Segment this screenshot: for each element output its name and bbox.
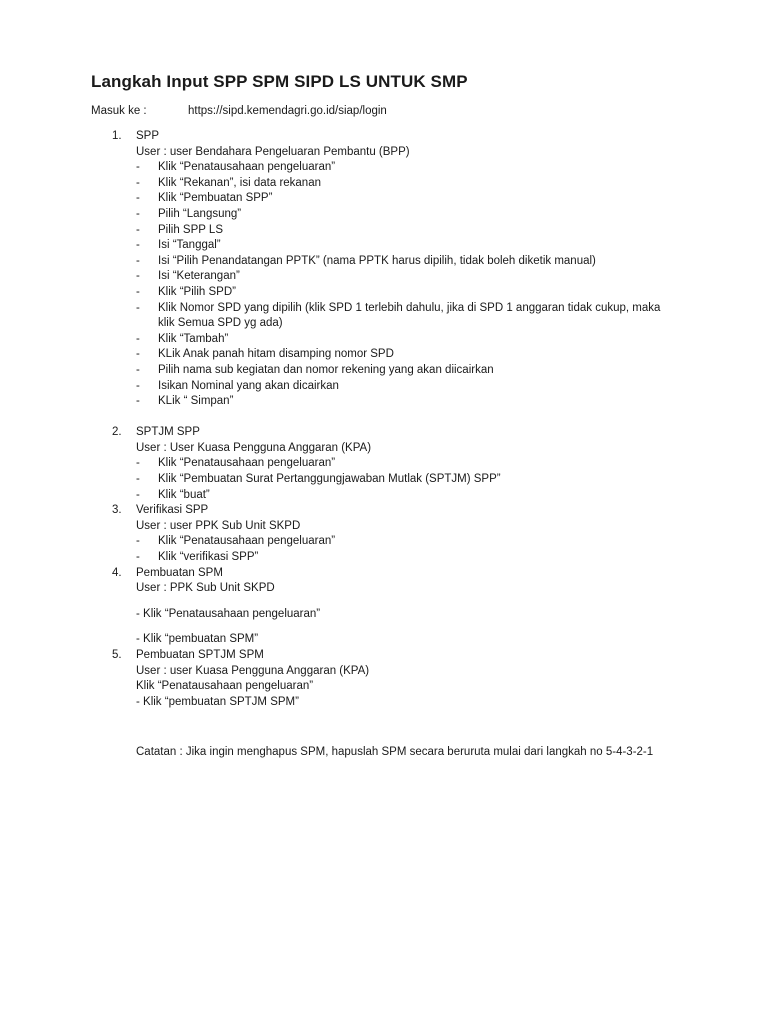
section-1 [91,129,701,410]
step-item: - Klik “Rekanan”, isi data rekanan [136,176,321,189]
section-3 [91,503,701,565]
section-title: Pembuatan SPM [136,566,223,579]
login-row [91,104,387,120]
spacer [91,410,701,426]
step-item: - Klik “verifikasi SPP” [136,551,259,564]
login-label: Masuk ke : [91,105,147,117]
step-item: - Klik “buat” [136,488,210,501]
section-user: User : User Kuasa Pengguna Anggaran (KPA) [136,441,372,454]
spacer [136,597,701,607]
step-item: - Pilih SPP LS [136,223,223,236]
step-line: Klik “Penatausahaan pengeluaran” [136,680,314,693]
step-item: - Isi “Keterangan” [136,270,240,283]
steps-list [91,129,701,710]
section-4 [91,566,701,648]
spacer [136,622,701,632]
step-item: - KLik Anak panah hitam disamping nomor SPD [136,348,394,361]
step-line: - Klik “Penatausahaan pengeluaran” [136,607,321,620]
step-item: - Isi “Pilih Penandatangan PPTK” (nama PPTK harus dipilih, tidak boleh diketik manual) [136,254,596,267]
step-item: - KLik “ Simpan” [136,395,234,408]
section-2 [91,425,701,503]
section-number: 1. [112,130,122,142]
note-text: Catatan : Jika ingin menghapus SPM, hapuslah SPM secara beruruta mulai dari langkah no 5-4-3-2-1 [136,746,654,758]
section-number: 2. [112,426,122,439]
section-title: SPP [136,130,160,142]
step-item: - Klik “Penatausahaan pengeluaran” [136,457,336,470]
section-title: Verifikasi SPP [136,504,209,517]
step-item: - Klik “Penatausahaan pengeluaran” [136,535,336,548]
step-line: - Klik “pembuatan SPTJM SPM” [136,695,299,708]
section-user: User : user Bendahara Pengeluaran Pembantu (BPP) [136,145,410,158]
step-item: - Isi “Tanggal” [136,239,221,252]
section-title: Pembuatan SPTJM SPM [136,649,264,661]
section-user: User : PPK Sub Unit SKPD [136,582,275,595]
section-number: 3. [112,504,122,517]
step-item: - Pilih nama sub kegiatan dan nomor rekening yang akan diicairkan [136,363,494,376]
section-5 [91,648,701,710]
step-line: - Klik “pembuatan SPM” [136,633,259,646]
step-item: - Klik “Tambah” [136,332,229,345]
section-user: User : user PPK Sub Unit SKPD [136,519,301,532]
step-item: - Klik “Pilih SPD” [136,285,236,298]
section-number: 5. [112,649,122,661]
section-user: User : user Kuasa Pengguna Anggaran (KPA) [136,664,370,677]
step-item: - Klik Nomor SPD yang dipilih (klik SPD 1 terlebih dahulu, jika di SPD 1 anggaran tidak cukup, maka klik Semua SPD yg ada) [136,301,661,330]
step-item: - Isikan Nominal yang akan dicairkan [136,379,339,392]
login-url[interactable]: https://sipd.kemendagri.go.id/siap/login [188,105,387,117]
step-item: - Klik “Pembuatan SPP” [136,192,273,205]
page-title: Langkah Input SPP SPM SIPD LS UNTUK SMP [91,72,468,91]
step-item: - Klik “Pembuatan Surat Pertanggungjawaban Mutlak (SPTJM) SPP” [136,473,501,486]
step-item: - Pilih “Langsung” [136,207,242,220]
section-title: SPTJM SPP [136,426,200,439]
section-number: 4. [112,566,122,579]
step-item: - Klik “Penatausahaan pengeluaran” [136,161,336,174]
